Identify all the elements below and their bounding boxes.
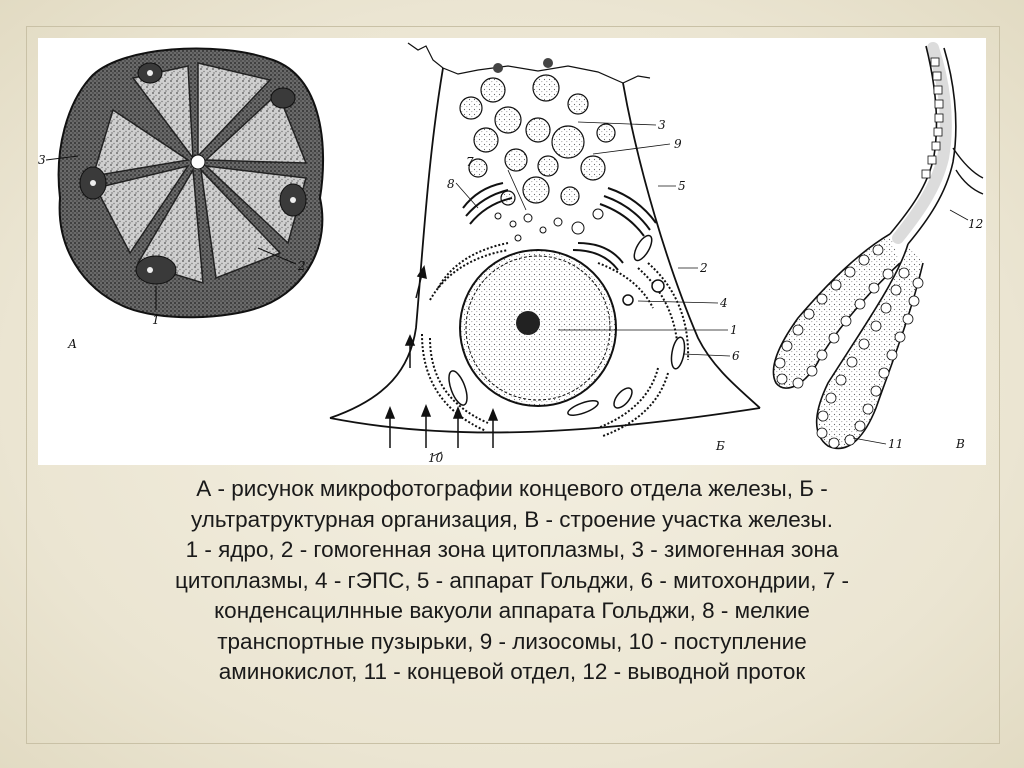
- panel-b-label-10: 10: [428, 451, 444, 465]
- panel-a-acinus: [38, 48, 323, 351]
- panel-b-label-6: 6: [732, 349, 740, 363]
- caption-line: аминокислот, 11 - концевой отдел, 12 - выводной проток: [218, 659, 806, 684]
- panel-a-label-3: 3: [38, 153, 46, 167]
- panel-b-label-7: 7: [466, 155, 474, 169]
- panel-b-label-1: 1: [730, 323, 738, 337]
- panel-v-gland-structure: [773, 46, 983, 451]
- panel-v-title: В: [956, 437, 965, 451]
- panel-b-label-8: 8: [447, 177, 455, 191]
- caption-line: транспортные пузырьки, 9 - лизосомы, 10 - поступление: [217, 628, 807, 654]
- panel-a-title: А: [68, 337, 78, 351]
- panel-a-label-1: 1: [152, 313, 160, 327]
- caption-line: 1 - ядро, 2 - гомогенная зона цитоплазмы, 3 - зимогенная зона: [185, 537, 839, 562]
- panel-v-label-11: 11: [888, 437, 904, 451]
- histology-figure: [38, 38, 986, 465]
- caption-line: конденсацилнные вакуоли аппарата Гольджи, 8 - мелкие: [214, 598, 810, 623]
- panel-b-label-3: 3: [658, 118, 666, 132]
- panel-b-label-9: 9: [674, 137, 682, 151]
- caption-line: цитоплазмы, 4 - гЭПС, 5 - аппарат Гольджи, 6 - митохондрии, 7 -: [175, 567, 849, 593]
- panel-b-title: Б: [716, 439, 725, 453]
- panel-v-label-12: 12: [968, 217, 984, 231]
- figure-caption: [40, 474, 984, 688]
- caption-line: ультратруктурная организация, В - строение участка железы.: [191, 506, 833, 532]
- panel-b-label-5: 5: [678, 179, 686, 193]
- panel-b-ultrastructure: [330, 43, 760, 465]
- panel-b-label-4: 4: [720, 296, 728, 310]
- caption-line: А - рисунок микрофотографии концевого отдела железы, Б -: [196, 476, 828, 501]
- panel-b-label-2: 2: [700, 261, 708, 275]
- panel-a-label-2: 2: [298, 259, 306, 273]
